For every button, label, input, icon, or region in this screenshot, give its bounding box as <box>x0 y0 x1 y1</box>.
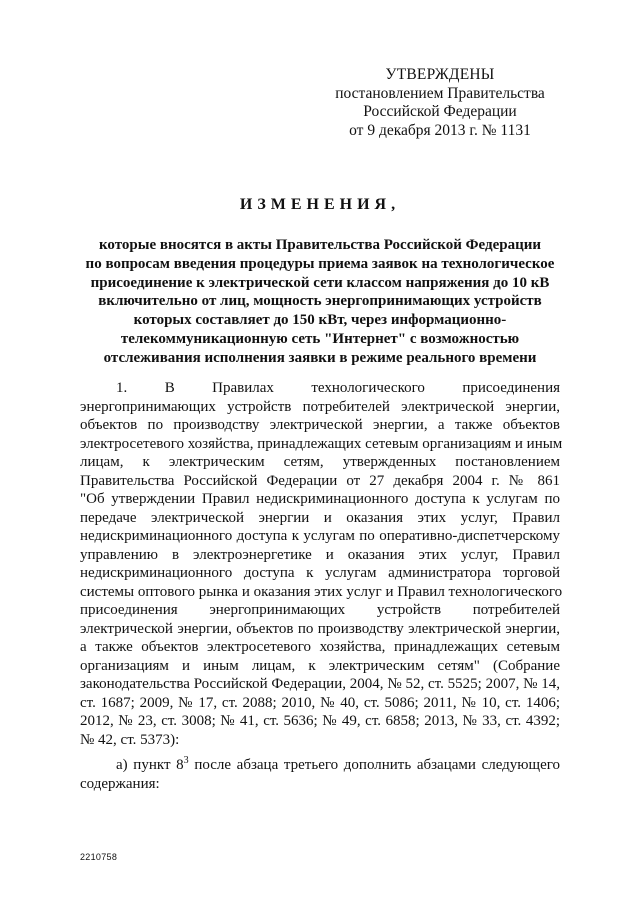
paragraph-line: электросетевого хозяйства, принадлежащих сетевым организациям и иным <box>80 435 563 452</box>
paragraph-line: управлению в электроэнергетике и оказания этих услуг, Правил <box>80 546 560 563</box>
document-code: 2210758 <box>80 852 118 862</box>
paragraph-line: электрической энергии, объектов по производству электрической энергии, <box>80 620 560 637</box>
clause-superscript: 3 <box>183 755 189 766</box>
paragraph-line: содержания: <box>80 775 160 792</box>
paragraph-line: присоединения энергопринимающих устройств потребителей <box>80 602 560 618</box>
paragraph-line <box>80 756 560 775</box>
paragraph-line: системы оптового рынка и оказания этих услуг и Правил технологического <box>80 583 563 600</box>
subtitle-line: включительно от лиц, мощность энергопринимающих устройств <box>98 293 542 310</box>
approval-date-line: от 9 декабря 2013 г. № 1131 <box>349 121 531 139</box>
approval-title: УТВЕРЖДЕНЫ <box>385 66 495 83</box>
paragraph-1 <box>80 379 563 749</box>
subtitle-line: присоединение к электрической сети классом напряжения до 10 кВ <box>90 274 550 291</box>
paragraph-line: передаче электрической энергии и оказания этих услуг, Правил <box>80 509 560 526</box>
paragraph-2 <box>80 756 560 793</box>
paragraph-line: Правительства Российской Федерации от 27 декабря 2004 г. № 861 <box>80 472 560 489</box>
approval-line: Российской Федерации <box>363 103 517 120</box>
paragraph-line: недискриминационного доступа к услугам по оперативно-диспетчерскому <box>80 528 560 544</box>
clause-text: после абзаца третьего дополнить абзацами следующего <box>188 757 560 773</box>
clause-text: а) пункт 8 <box>116 757 184 773</box>
paragraph-line: 2012, № 23, ст. 3008; № 41, ст. 5636; № 49, ст. 6858; 2013, № 33, ст. 4392; <box>80 713 560 729</box>
paragraph-line: а также объектов электросетевого хозяйства, принадлежащих сетевым <box>80 639 560 655</box>
body-text <box>80 379 563 793</box>
paragraph-line: законодательства Российской Федерации, 2004, № 52, ст. 5525; 2007, № 14, <box>80 676 560 692</box>
subtitle-line: которые вносятся в акты Правительства Российской Федерации <box>98 237 542 253</box>
paragraph-line: объектов по производству электрической энергии, а также объектов <box>80 417 560 433</box>
subtitle-line: отслеживания исполнения заявки в режиме реального времени <box>103 349 537 366</box>
document-subtitle <box>80 236 560 368</box>
approval-stamp <box>330 66 550 140</box>
subtitle-line: по вопросам введения процедуры приема заявок на технологическое <box>85 255 555 272</box>
subtitle-line: которых составляет до 150 кВт, через информационно- <box>133 312 507 329</box>
approval-line: постановлением Правительства <box>335 84 545 102</box>
paragraph-line: организациям и иным лицам, к электрическим сетям" (Собрание <box>80 657 560 674</box>
subtitle-line: телекоммуникационную сеть "Интернет" с возможностью <box>120 330 520 347</box>
paragraph-line: ст. 1687; 2009, № 17, ст. 2088; 2010, № 40, ст. 5086; 2011, № 10, ст. 1406; <box>80 694 560 711</box>
paragraph-line: № 42, ст. 5373): <box>80 731 180 748</box>
paragraph-line: 1. В Правилах технологического присоединения <box>116 380 560 396</box>
paragraph-line: энергопринимающих устройств потребителей электрической энергии, <box>80 398 560 415</box>
document-title: ИЗМЕНЕНИЯ, <box>239 196 401 213</box>
paragraph-line: лицам, к электрическим сетям, утвержденных постановлением <box>80 454 560 470</box>
paragraph-line: недискриминационного доступа к услугам администратора торговой <box>80 565 560 581</box>
paragraph-line: "Об утверждении Правил недискриминационного доступа к услугам по <box>80 491 560 507</box>
